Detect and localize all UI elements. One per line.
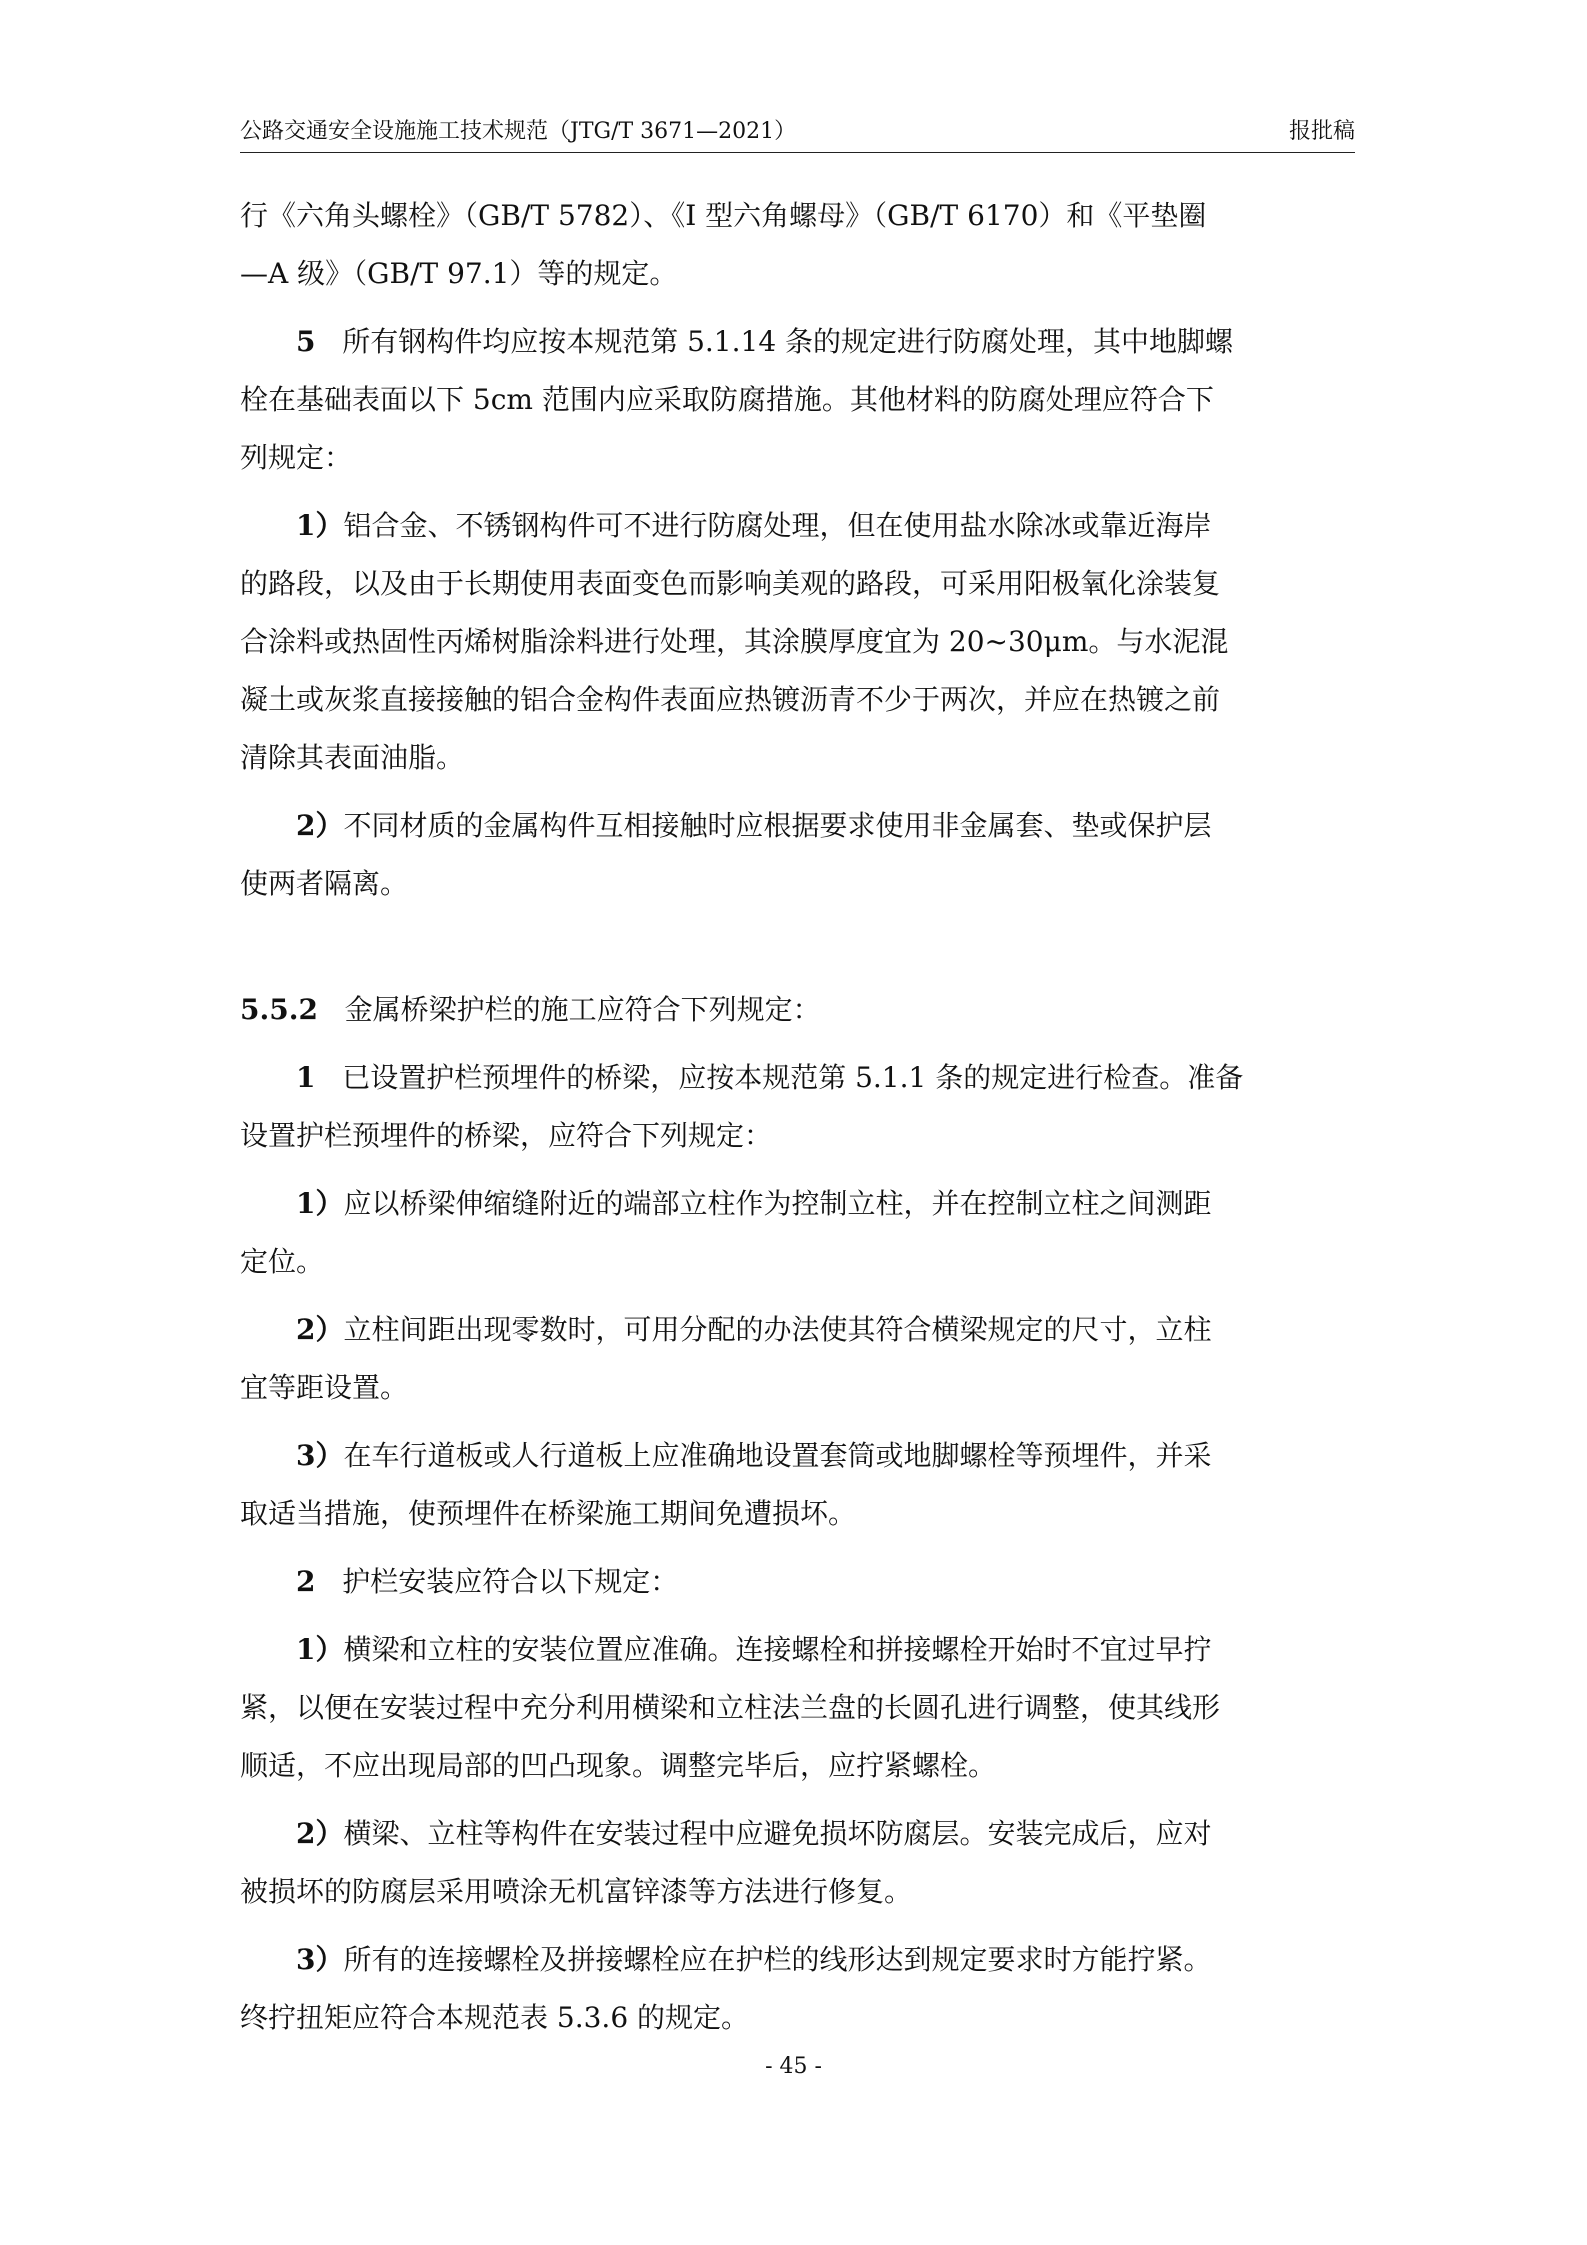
body-line: 清除其表面油脂。 bbox=[240, 741, 465, 774]
body-line: 使两者隔离。 bbox=[240, 867, 409, 900]
running-header bbox=[240, 112, 1355, 153]
header-title: 公路交通安全设施施工技术规范（JTG/T 3671—2021） bbox=[240, 119, 797, 144]
subitem-number: 1） bbox=[296, 509, 344, 542]
body-line: 被损坏的防腐层采用喷涂无机富锌漆等方法进行修复。 bbox=[240, 1875, 913, 1908]
subitem-number: 3） bbox=[296, 1943, 344, 1976]
subitem-number: 1） bbox=[296, 1633, 344, 1666]
body-line: 顺适，不应出现局部的凹凸现象。调整完毕后，应拧紧螺栓。 bbox=[240, 1749, 997, 1782]
subitem-line: 3）在车行道板或人行道板上应准确地设置套筒或地脚螺栓等预埋件，并采 bbox=[296, 1439, 1212, 1472]
item-number: 5 bbox=[296, 325, 316, 358]
subitem-line: 1）铝合金、不锈钢构件可不进行防腐处理，但在使用盐水除冰或靠近海岸 bbox=[296, 509, 1212, 542]
page-number: - 45 - bbox=[765, 2054, 822, 2079]
item-1-line: 1 已设置护栏预埋件的桥梁，应按本规范第 5.1.1 条的规定进行检查。准备 bbox=[296, 1061, 1244, 1094]
clause-number: 5.5.2 bbox=[240, 993, 318, 1026]
body-line: 凝土或灰浆直接接触的铝合金构件表面应热镀沥青不少于两次，并应在热镀之前 bbox=[240, 683, 1221, 716]
body-line: 定位。 bbox=[240, 1245, 325, 1278]
subitem-line: 3）所有的连接螺栓及拼接螺栓应在护栏的线形达到规定要求时方能拧紧。 bbox=[296, 1943, 1212, 1976]
body-line: 列规定： bbox=[240, 441, 353, 474]
subitem-number: 3） bbox=[296, 1439, 344, 1472]
body-line: 行《六角头螺栓》（GB/T 5782）、《I 型六角螺母》（GB/T 6170）和《平垫圈 bbox=[240, 199, 1207, 232]
subitem-number: 2） bbox=[296, 1817, 344, 1850]
body-line: 取适当措施，使预埋件在桥梁施工期间免遭损坏。 bbox=[240, 1497, 857, 1530]
body-line: 的路段，以及由于长期使用表面变色而影响美观的路段，可采用阳极氧化涂装复 bbox=[240, 567, 1221, 600]
subitem-line: 2）立柱间距出现零数时，可用分配的办法使其符合横梁规定的尺寸，立柱 bbox=[296, 1313, 1212, 1346]
subitem-number: 2） bbox=[296, 1313, 344, 1346]
body-line: 终拧扭矩应符合本规范表 5.3.6 的规定。 bbox=[240, 2001, 750, 2034]
body-line: 栓在基础表面以下 5cm 范围内应采取防腐措施。其他材料的防腐处理应符合下 bbox=[240, 383, 1214, 416]
header-tag: 报批稿 bbox=[1288, 119, 1355, 144]
subitem-line: 2）不同材质的金属构件互相接触时应根据要求使用非金属套、垫或保护层 bbox=[296, 809, 1212, 842]
subitem-line: 1）横梁和立柱的安装位置应准确。连接螺栓和拼接螺栓开始时不宜过早拧 bbox=[296, 1633, 1212, 1666]
subitem-line: 1）应以桥梁伸缩缝附近的端部立柱作为控制立柱，并在控制立柱之间测距 bbox=[296, 1187, 1212, 1220]
item-5-line: 5 所有钢构件均应按本规范第 5.1.14 条的规定进行防腐处理，其中地脚螺 bbox=[296, 325, 1234, 358]
subitem-number: 1） bbox=[296, 1187, 344, 1220]
body-line: 合涂料或热固性丙烯树脂涂料进行处理，其涂膜厚度宜为 20~30μm。与水泥混 bbox=[240, 625, 1229, 658]
item-number: 2 bbox=[296, 1565, 316, 1598]
body-line: 宜等距设置。 bbox=[240, 1371, 409, 1404]
item-number: 1 bbox=[296, 1061, 316, 1094]
body-line: 设置护栏预埋件的桥梁，应符合下列规定： bbox=[240, 1119, 773, 1152]
item-2-line: 2 护栏安装应符合以下规定： bbox=[296, 1565, 679, 1598]
clause-heading: 5.5.2 金属桥梁护栏的施工应符合下列规定： bbox=[240, 993, 821, 1026]
body-line: —A 级》（GB/T 97.1）等的规定。 bbox=[240, 257, 678, 290]
subitem-line: 2）横梁、立柱等构件在安装过程中应避免损坏防腐层。安装完成后，应对 bbox=[296, 1817, 1212, 1850]
subitem-number: 2） bbox=[296, 809, 344, 842]
body-line: 紧，以便在安装过程中充分利用横梁和立柱法兰盘的长圆孔进行调整，使其线形 bbox=[240, 1691, 1221, 1724]
